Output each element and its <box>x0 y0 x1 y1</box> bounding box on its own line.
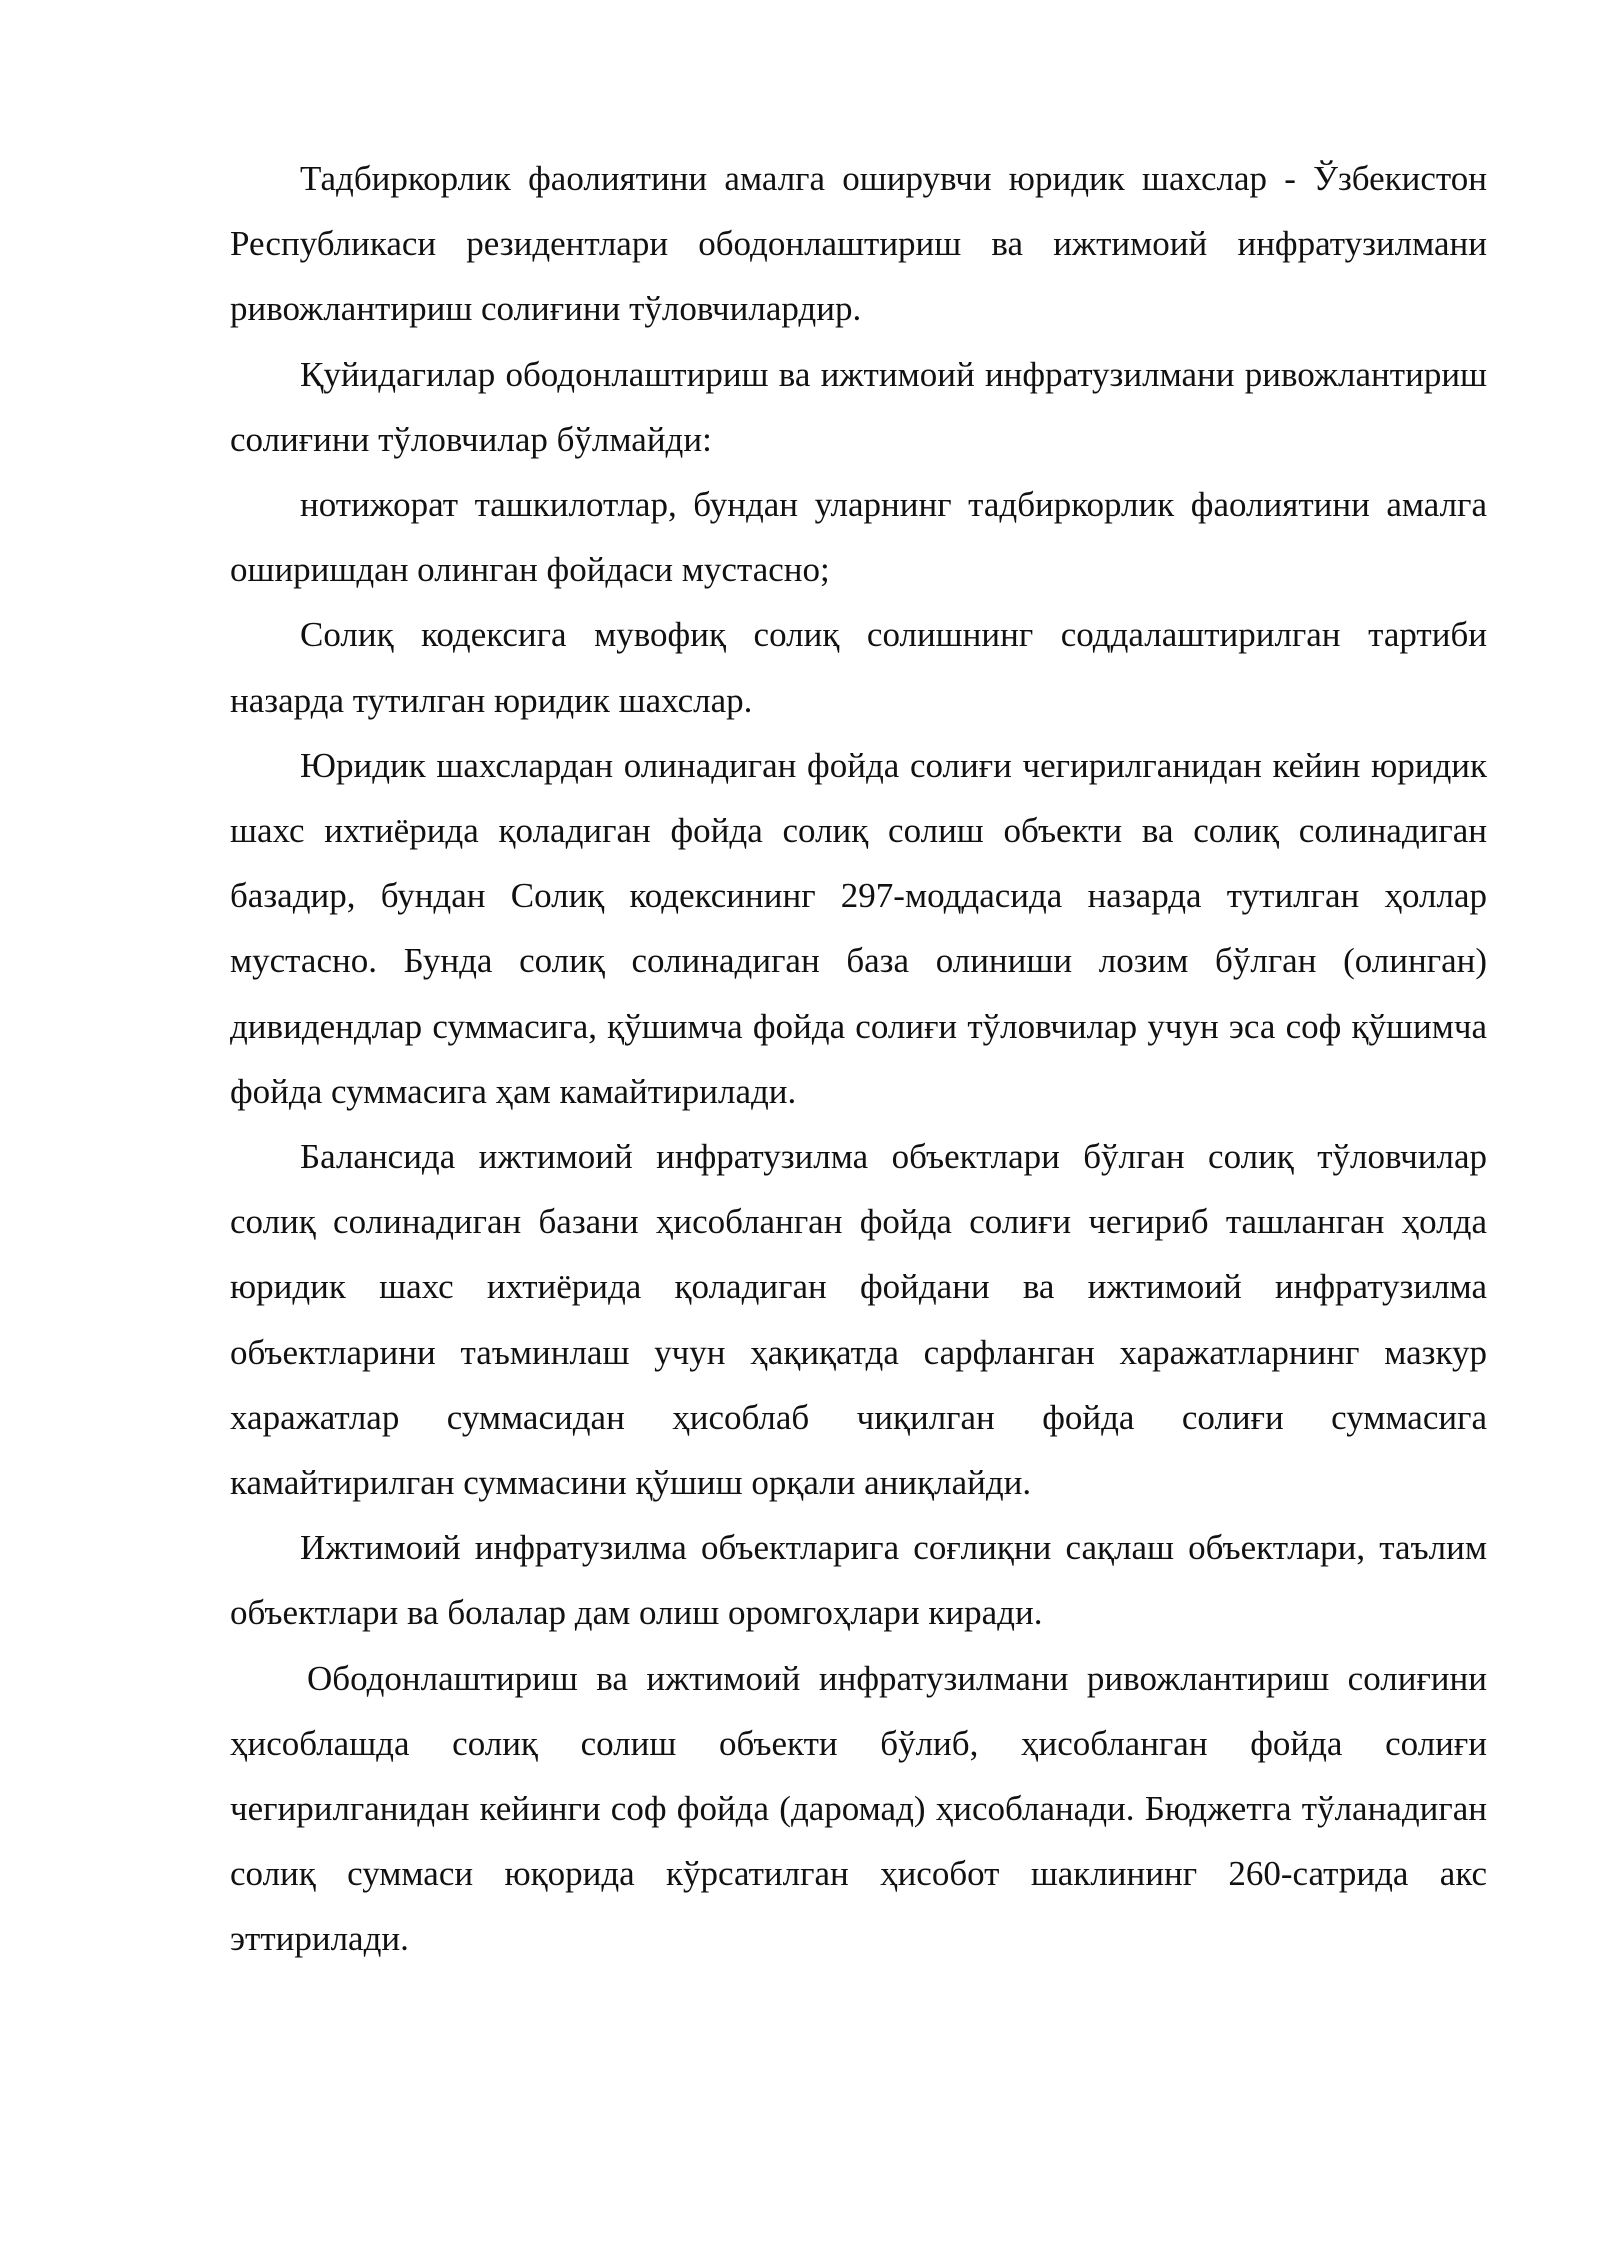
paragraph-social-infrastructure-balance: Балансида ижтимоий инфратузилма объектлари бўлган солиқ тўловчилар солиқ солинадиган базани ҳисобланган фойда солиғи чегириб ташланган ҳолда юридик шахс ихтиёрида қоладиган фойдани ва ижтимоий инфратузилма объектларини таъминлаш учун ҳақиқатда сарфланган харажатларнинг мазкур харажатлар суммасидан ҳисоблаб чиқилган фойда солиғи суммасига камайтирилган суммасини қўшиш орқали аниқлайди. <box>230 1137 1487 1503</box>
paragraph-tax-base: Юридик шахслардан олинадиган фойда солиғи чегирилганидан кейин юридик шахс ихтиёрида қоладиган фойда солиқ солиш объекти ва солиқ солинадиган базадир, бундан Солиқ кодексининг 297-моддасида назарда тутилган ҳоллар мустасно. Бунда солиқ солинадиган база олиниши лозим бўлган (олинган) дивидендлар суммасига, қўшимча фойда солиғи тўловчилар учун эса соф қўшимча фойда суммасига ҳам камайтирилади. <box>230 745 1487 1111</box>
paragraph-social-infrastructure-objects: Ижтимоий инфратузилма объектларига соғлиқни сақлаш объектлари, таълим объектлари ва болалар дам олиш оромгоҳлари киради. <box>230 1528 1487 1633</box>
paragraph-simplified-regime: Солиқ кодексига мувофиқ солиқ солишнинг соддалаштирилган тартиби назарда тутилган юридик шахслар. <box>230 615 1487 720</box>
paragraph-taxpayers: Тадбиркорлик фаолиятини амалга оширувчи юридик шахслар - Ўзбекистон Республикаси резидентлари ободонлаштириш ва ижтимоий инфратузилмани ривожлантириш солиғини тўловчилардир. <box>230 159 1487 329</box>
paragraph-non-profit: нотижорат ташкилотлар, бундан уларнинг тадбиркорлик фаолиятини амалга оширишдан олинган фойдаси мустасно; <box>230 485 1487 590</box>
paragraph-tax-calculation: Ободонлаштириш ва ижтимоий инфратузилмани ривожлантириш солиғини ҳисоблашда солиқ солиш объекти бўлиб, ҳисобланган фойда солиғи чегирилганидан кейинги соф фойда (даромад) ҳисобланади. Бюджетга тўланадиган солиқ суммаси юқорида кўрсатилган ҳисобот шаклининг 260-сатрида акс эттирилади. <box>230 1658 1487 1959</box>
document-page <box>230 146 1487 1972</box>
paragraph-non-taxpayers-intro: Қуйидагилар ободонлаштириш ва ижтимоий инфратузилмани ривожлантириш солиғини тўловчилар бўлмайди: <box>230 354 1487 459</box>
